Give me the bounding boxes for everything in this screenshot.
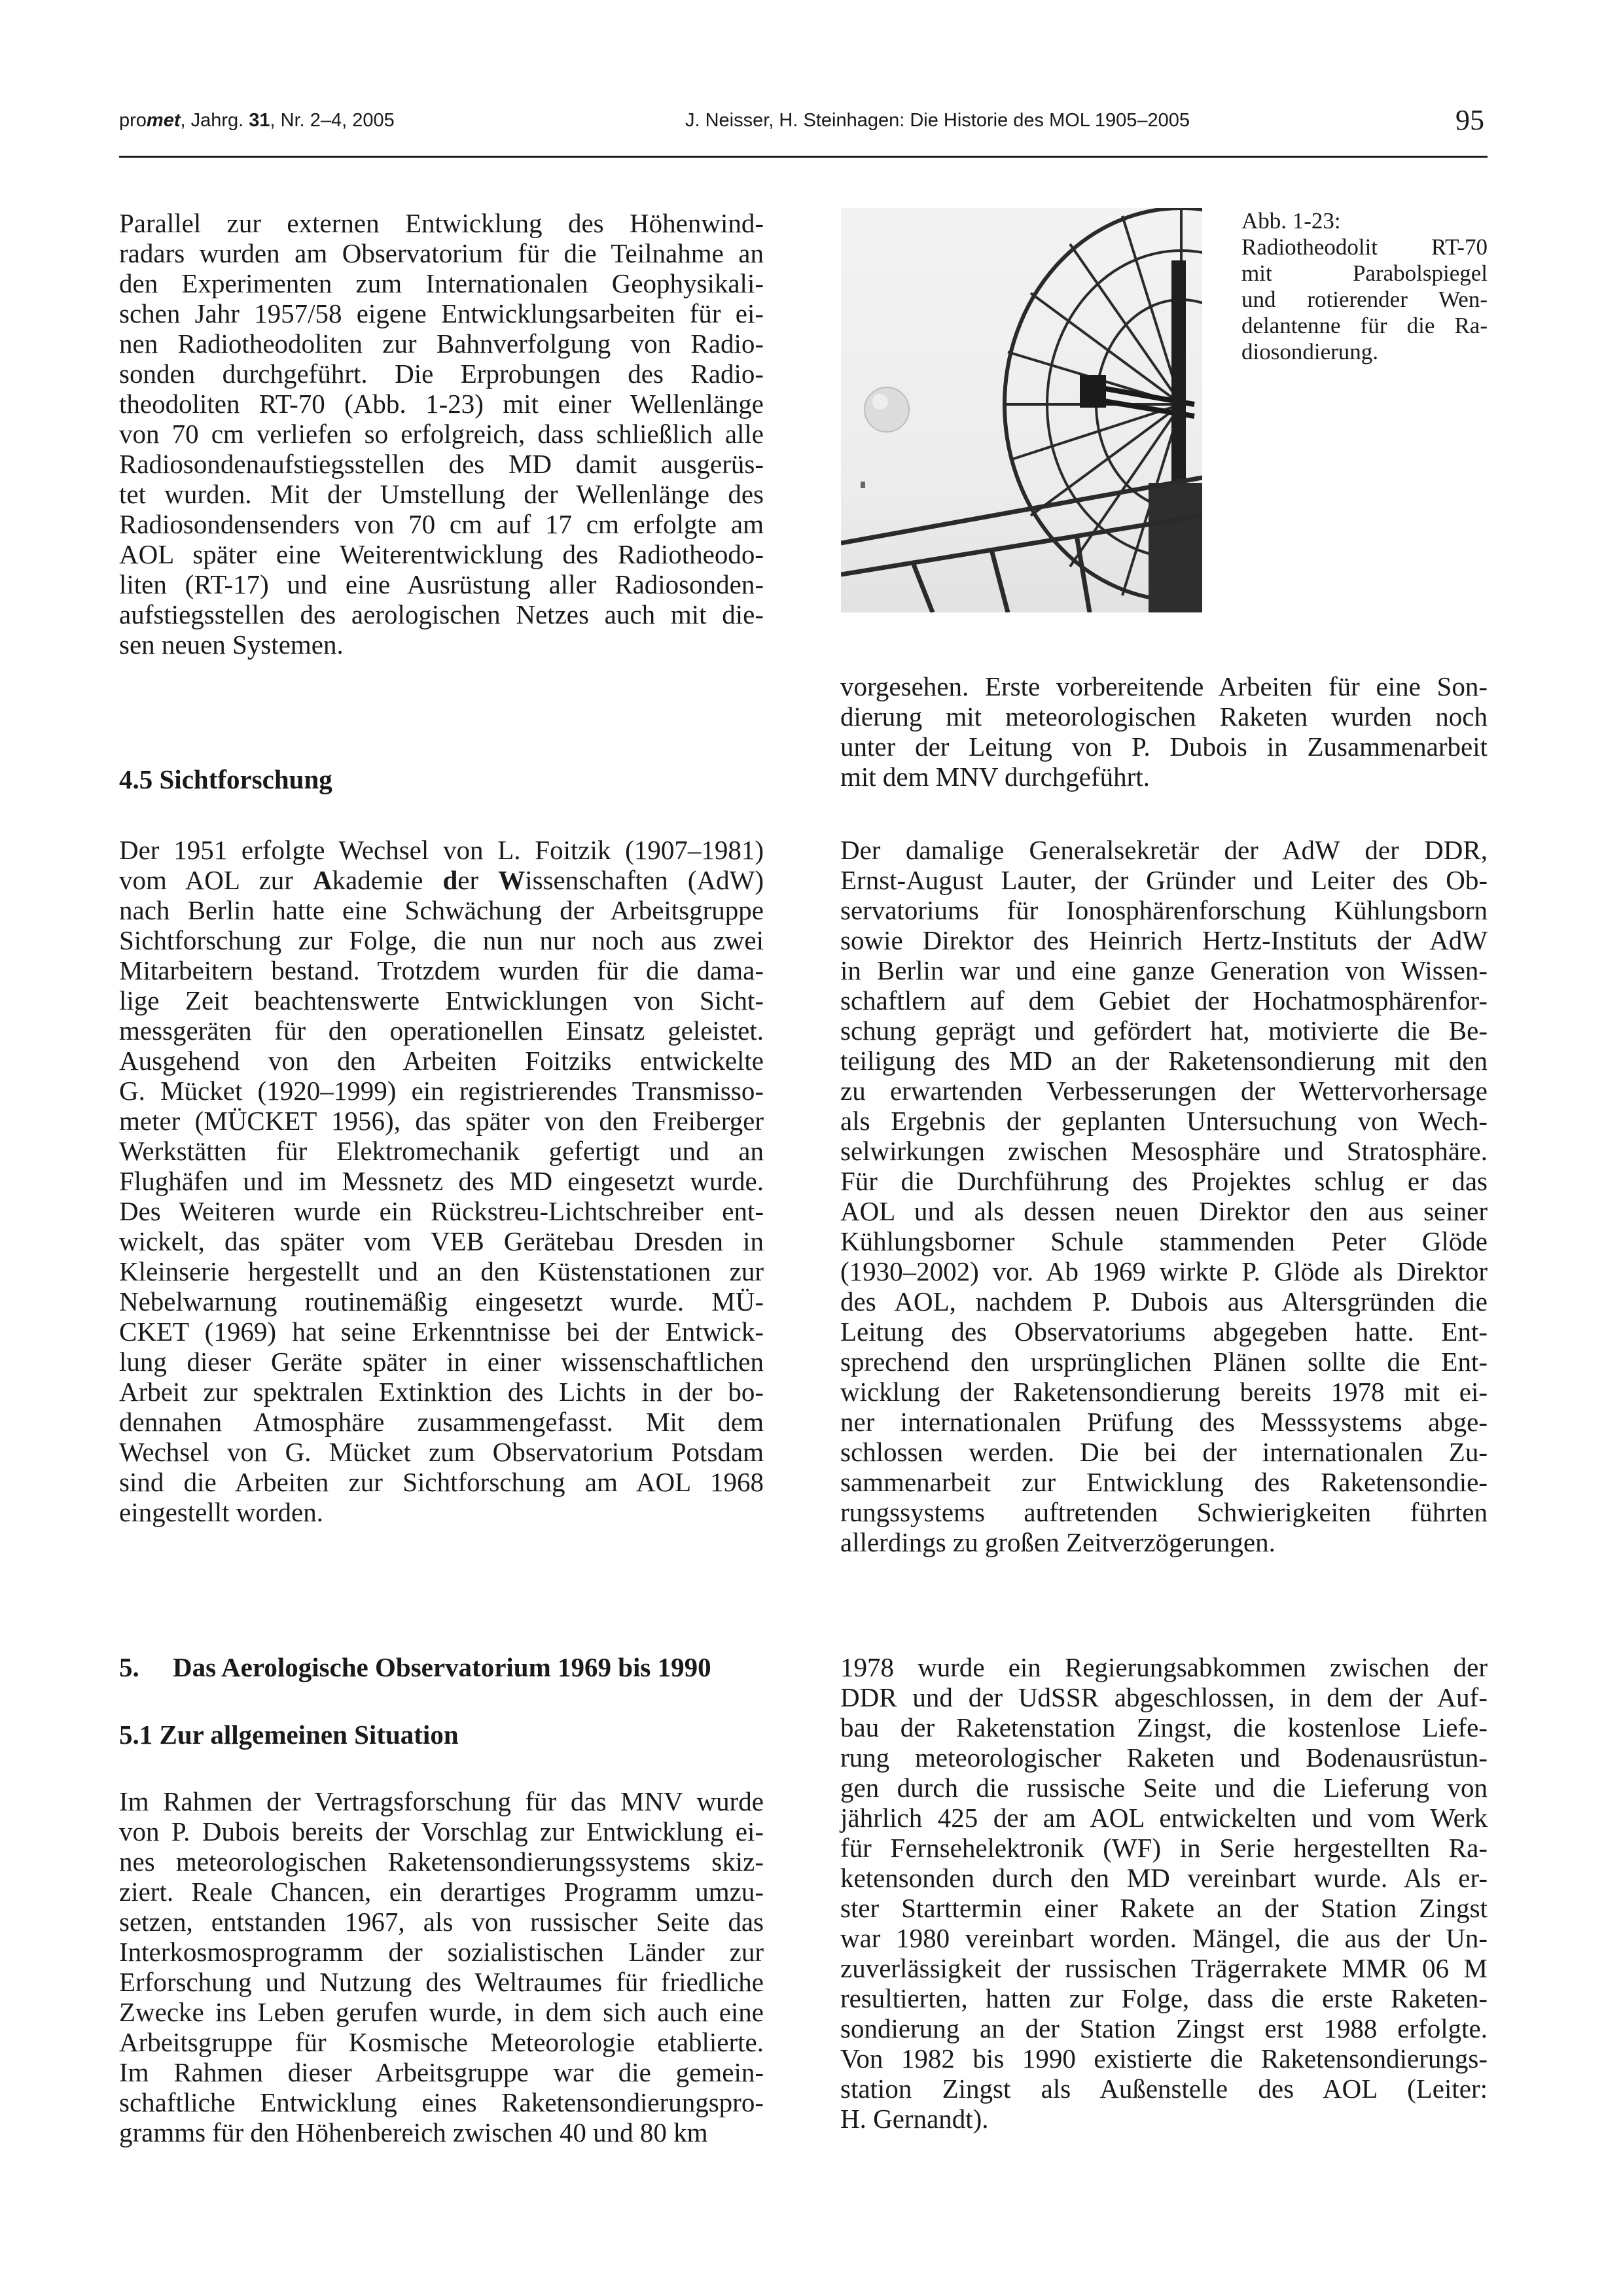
- text-line: radars wurden am Observatorium für die Teilnahme an: [119, 238, 764, 268]
- section-heading-5-1: 5.1 Zur allgemeinen Situation: [119, 1720, 459, 1750]
- text-line: teiligung des MD an der Raketensondierung mit den: [840, 1046, 1488, 1076]
- text-line: nes meteorologischen Raketensondierungssystems skiz-: [119, 1846, 764, 1877]
- journal-prefix: pro: [119, 110, 147, 131]
- text-line: dennahen Atmosphäre zusammengefasst. Mit dem: [119, 1407, 764, 1437]
- text-line: vorgesehen. Erste vorbereitende Arbeiten für eine Son-: [840, 671, 1488, 701]
- text-line: Im Rahmen der Vertragsforschung für das MNV wurde: [119, 1786, 764, 1816]
- text-line: Von 1982 bis 1990 existierte die Raketensondierungs-: [840, 2043, 1488, 2074]
- text-line: AOL später eine Weiterentwicklung des Radiotheodo-: [119, 539, 764, 569]
- text-line: Ernst-August Lauter, der Gründer und Leiter des Ob-: [840, 865, 1488, 895]
- text-line: Leitung des Observatoriums abgegeben hatte. Ent-: [840, 1316, 1488, 1347]
- running-title: J. Neisser, H. Steinhagen: Die Historie des MOL 1905–2005: [685, 110, 1190, 131]
- caption-line: delantenne für die Ra-: [1241, 313, 1488, 338]
- left-paragraph-1: [119, 208, 764, 660]
- text-line: ster Starttermin einer Rakete an der Station Zingst: [840, 1893, 1488, 1923]
- text-line: schen Jahr 1957/58 eigene Entwicklungsarbeiten für ei-: [119, 298, 764, 328]
- text-line: meter (MÜCKET 1956), das später von den Freiberger: [119, 1106, 764, 1136]
- text-line: den Experimenten zum Internationalen Geophysikali-: [119, 268, 764, 298]
- text-line: Interkosmosprogramm der sozialistischen Länder zur: [119, 1937, 764, 1967]
- caption-line: diosondierung.: [1241, 339, 1379, 364]
- text-line: gramms für den Höhenbereich zwischen 40 und 80 km: [119, 2117, 708, 2147]
- text-line: jährlich 425 der am AOL entwickelten und vom Werk: [840, 1803, 1488, 1833]
- text-line: als Ergebnis der geplanten Untersuchung von Wech-: [840, 1106, 1488, 1136]
- text-line: von 70 cm verliefen so erfolgreich, dass schließlich alle: [119, 419, 764, 449]
- text-line: aufstiegsstellen des aerologischen Netzes auch mit die-: [119, 599, 764, 629]
- text-line: (1930–2002) vor. Ab 1969 wirkte P. Glöde als Direktor: [840, 1256, 1488, 1286]
- text-line: mit dem MNV durchgeführt.: [840, 762, 1150, 792]
- text-line: station Zingst als Außenstelle des AOL (Leiter:: [840, 2074, 1488, 2104]
- text-line: rungssystems auftretenden Schwierigkeiten führten: [840, 1497, 1488, 1527]
- text-line: zuverlässigkeit der russischen Trägerrakete MMR 06 M: [840, 1953, 1488, 1983]
- text-line: Wechsel von G. Mücket zum Observatorium Potsdam: [119, 1437, 764, 1467]
- text-line: Mitarbeitern bestand. Trotzdem wurden für die dama-: [119, 955, 764, 985]
- text-line: wicklung der Raketensondierung bereits 1978 mit ei-: [840, 1377, 1488, 1407]
- journal-citation: [119, 110, 395, 132]
- text-line: unter der Leitung von P. Dubois in Zusammenarbeit: [840, 732, 1488, 762]
- section-heading-5: 5. Das Aerologische Observatorium 1969 bis 1990: [119, 1652, 711, 1682]
- section-heading-4-5: 4.5 Sichtforschung: [119, 764, 332, 794]
- text-line: zu erwartenden Verbesserungen der Wettervorhersage: [840, 1076, 1488, 1106]
- text-line: H. Gernandt).: [840, 2104, 989, 2134]
- text-line: ner internationalen Prüfung des Messsystems abge-: [840, 1407, 1488, 1437]
- text-line: sind die Arbeiten zur Sichtforschung am AOL 1968: [119, 1467, 764, 1497]
- text-line: sprechend den ursprünglichen Plänen sollte die Ent-: [840, 1347, 1488, 1377]
- text-line: Der 1951 erfolgte Wechsel von L. Foitzik (1907–1981): [119, 835, 764, 865]
- text-line: wickelt, das später vom VEB Gerätebau Dresden in: [119, 1226, 764, 1256]
- text-line: AOL und als dessen neuen Direktor den aus seiner: [840, 1196, 1488, 1226]
- text-line: ziert. Reale Chancen, ein derartiges Programm umzu-: [119, 1877, 764, 1907]
- text-line: Nebelwarnung routinemäßig eingesetzt wurde. MÜ-: [119, 1286, 764, 1316]
- text-line: sondierung an der Station Zingst erst 1988 erfolgte.: [840, 2013, 1488, 2043]
- text-line: resultierten, hatten zur Folge, dass die erste Raketen-: [840, 1983, 1488, 2013]
- text-line: für Fernsehelektronik (WF) in Serie hergestellten Ra-: [840, 1833, 1488, 1863]
- text-line: Erforschung und Nutzung des Weltraumes für friedliche: [119, 1967, 764, 1997]
- text-line: schaftliche Entwicklung eines Raketensondierungspro-: [119, 2087, 764, 2117]
- text-line: sonden durchgeführt. Die Erprobungen des Radio-: [119, 359, 764, 389]
- text-line: nen Radiotheodoliten zur Bahnverfolgung von Radio-: [119, 328, 764, 359]
- left-paragraph-3: [119, 1786, 764, 2147]
- text-line: des AOL, nachdem P. Dubois aus Altersgründen die: [840, 1286, 1488, 1316]
- text-line: Des Weiteren wurde ein Rückstreu-Lichtschreiber ent-: [119, 1196, 764, 1226]
- radiotheodolite-illustration: [841, 208, 1202, 612]
- journal-mid: , Jahrg.: [180, 110, 249, 131]
- text-line: gen durch die russische Seite und die Lieferung von: [840, 1773, 1488, 1803]
- text-line: Zwecke ins Leben gerufen wurde, in dem sich auch eine: [119, 1997, 764, 2027]
- journal-rest: , Nr. 2–4, 2005: [270, 110, 395, 131]
- text-line: CKET (1969) hat seine Erkenntnisse bei der Entwick-: [119, 1316, 764, 1347]
- figure-caption: [1241, 208, 1488, 365]
- left-paragraph-2: [119, 835, 764, 1527]
- text-line: schlossen werden. Die bei der internationalen Zu-: [840, 1437, 1488, 1467]
- text-line: bau der Raketenstation Zingst, die kostenlose Liefe-: [840, 1712, 1488, 1742]
- journal-italic: met: [146, 110, 181, 131]
- text-line: ketensonden durch den MD vereinbart wurde. Als er-: [840, 1863, 1488, 1893]
- text-line: Radiosondenaufstiegsstellen des MD damit ausgerüs-: [119, 449, 764, 479]
- figure-radiotheodolite-photo: [841, 208, 1202, 612]
- text-line: Arbeit zur spektralen Extinktion des Lichts in der bo-: [119, 1377, 764, 1407]
- text-line: vom AOL zur Akademie der Wissenschaften (AdW): [119, 865, 764, 895]
- journal-volume: 31: [249, 110, 270, 131]
- text-line: dierung mit meteorologischen Raketen wurden noch: [840, 701, 1488, 732]
- text-line: selwirkungen zwischen Mesosphäre und Stratosphäre.: [840, 1136, 1488, 1166]
- text-line: allerdings zu großen Zeitverzögerungen.: [840, 1527, 1275, 1557]
- text-line: setzen, entstanden 1967, als von russischer Seite das: [119, 1907, 764, 1937]
- text-line: liten (RT-17) und eine Ausrüstung aller Radiosonden-: [119, 569, 764, 599]
- caption-line: Abb. 1-23:: [1241, 208, 1341, 234]
- text-line: Für die Durchführung des Projektes schlug er das: [840, 1166, 1488, 1196]
- text-line: Parallel zur externen Entwicklung des Höhenwind-: [119, 208, 764, 238]
- text-line: war 1980 vereinbart worden. Mängel, die aus der Un-: [840, 1923, 1488, 1953]
- text-line: Sichtforschung zur Folge, die nun nur noch aus zwei: [119, 925, 764, 955]
- text-line: 1978 wurde ein Regierungsabkommen zwischen der: [840, 1652, 1488, 1682]
- text-line: schung geprägt und gefördert hat, motivierte die Be-: [840, 1016, 1488, 1046]
- header-rule: [119, 156, 1488, 158]
- text-line: Der damalige Generalsekretär der AdW der DDR,: [840, 835, 1488, 865]
- text-line: Arbeitsgruppe für Kosmische Meteorologie etablierte.: [119, 2027, 764, 2057]
- text-line: Im Rahmen dieser Arbeitsgruppe war die gemein-: [119, 2057, 764, 2087]
- text-line: Werkstätten für Elektromechanik gefertigt und an: [119, 1136, 764, 1166]
- text-line: messgeräten für den operationellen Einsatz geleistet.: [119, 1016, 764, 1046]
- caption-line: Radiotheodolit RT-70: [1241, 234, 1488, 260]
- caption-line: und rotierender Wen-: [1241, 287, 1488, 312]
- text-line: Radiosondensenders von 70 cm auf 17 cm erfolgte am: [119, 509, 764, 539]
- right-paragraph-2: [840, 835, 1488, 1557]
- text-line: lung dieser Geräte später in einer wissenschaftlichen: [119, 1347, 764, 1377]
- text-line: sammenarbeit zur Entwicklung des Raketensondie-: [840, 1467, 1488, 1497]
- text-line: servatoriums für Ionosphärenforschung Kühlungsborn: [840, 895, 1488, 925]
- right-paragraph-3: [840, 1652, 1488, 2134]
- text-line: rung meteorologischer Raketen und Bodenausrüstun-: [840, 1742, 1488, 1773]
- text-line: eingestellt worden.: [119, 1497, 323, 1527]
- right-paragraph-1: [840, 671, 1488, 792]
- text-line: von P. Dubois bereits der Vorschlag zur Entwicklung ei-: [119, 1816, 764, 1846]
- text-line: theodoliten RT-70 (Abb. 1-23) mit einer Wellenlänge: [119, 389, 764, 419]
- text-line: G. Mücket (1920–1999) ein registrierendes Transmisso-: [119, 1076, 764, 1106]
- text-line: sowie Direktor des Heinrich Hertz-Instituts der AdW: [840, 925, 1488, 955]
- text-line: sen neuen Systemen.: [119, 629, 344, 660]
- text-line: tet wurden. Mit der Umstellung der Wellenlänge des: [119, 479, 764, 509]
- text-line: Kühlungsborner Schule stammenden Peter Glöde: [840, 1226, 1488, 1256]
- text-line: Flughäfen und im Messnetz des MD eingesetzt wurde.: [119, 1166, 764, 1196]
- text-line: Ausgehend von den Arbeiten Foitziks entwickelte: [119, 1046, 764, 1076]
- text-line: schaftlern auf dem Gebiet der Hochatmosphärenfor-: [840, 985, 1488, 1016]
- text-line: nach Berlin hatte eine Schwächung der Arbeitsgruppe: [119, 895, 764, 925]
- text-line: Kleinserie hergestellt und an den Küstenstationen zur: [119, 1256, 764, 1286]
- page-number: 95: [1455, 104, 1484, 136]
- text-line: DDR und der UdSSR abgeschlossen, in dem der Auf-: [840, 1682, 1488, 1712]
- text-line: lige Zeit beachtenswerte Entwicklungen von Sicht-: [119, 985, 764, 1016]
- text-line: in Berlin war und eine ganze Generation von Wissen-: [840, 955, 1488, 985]
- caption-line: mit Parabolspiegel: [1241, 260, 1488, 286]
